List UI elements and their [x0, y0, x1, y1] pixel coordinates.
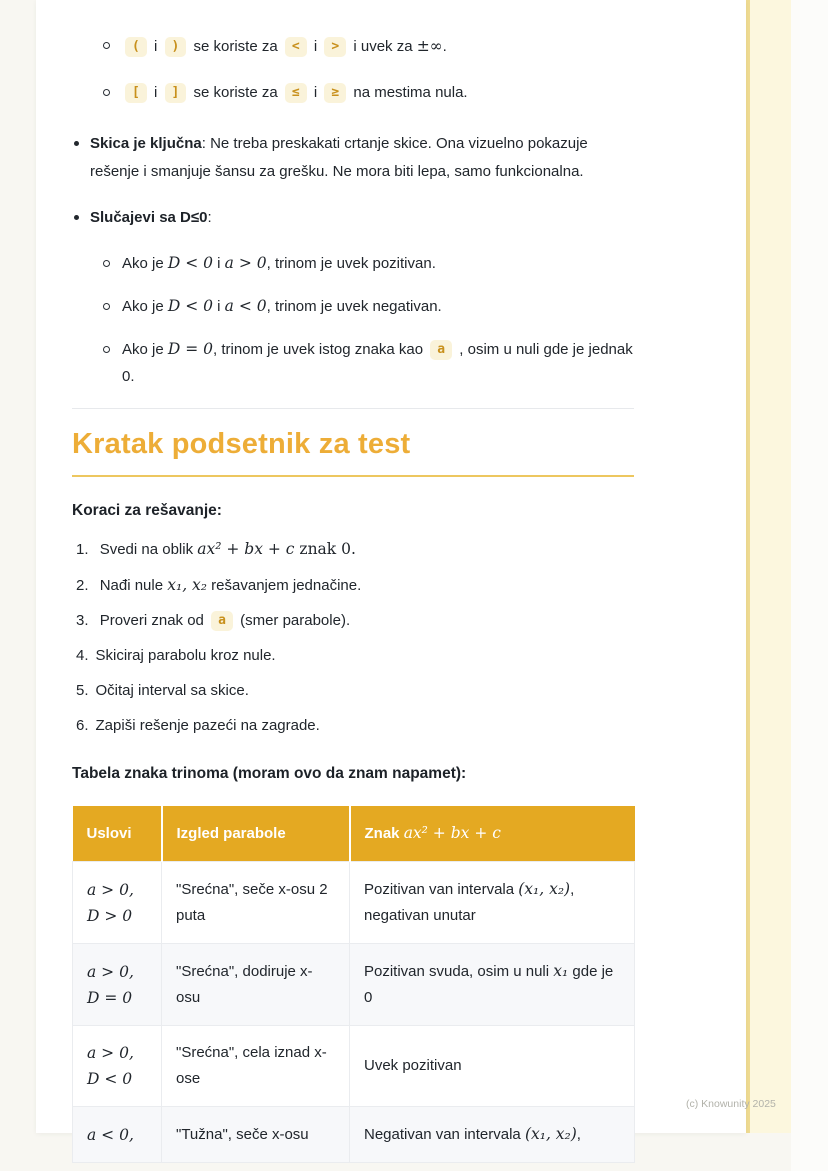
text: Ako je: [122, 298, 168, 315]
list-item: [122, 250, 634, 277]
list-item: [122, 33, 634, 60]
math-expression: a < 0: [224, 297, 267, 315]
text: se koriste za: [189, 84, 282, 101]
column-header-znak: [350, 806, 635, 862]
text: i: [309, 38, 322, 55]
text: ,: [576, 1126, 581, 1143]
list-item: [76, 644, 634, 668]
bullet-slucajevi: [72, 204, 634, 232]
text: Proveri znak od: [99, 612, 209, 629]
math-expression: x₁: [553, 962, 569, 980]
less-equal-badge: ≤: [285, 83, 307, 103]
text: i: [213, 255, 225, 272]
steps-list: [72, 537, 634, 738]
text: Očitaj interval sa skice.: [95, 682, 249, 699]
close-paren-badge: ): [165, 37, 187, 57]
section-divider: [72, 408, 634, 409]
page-edge-strip: [746, 0, 791, 1133]
bracket-notes-list: [72, 33, 634, 106]
table-header-row: [73, 806, 635, 862]
text: (smer parabole).: [235, 612, 351, 629]
math-expression: x₁, x₂: [167, 576, 207, 594]
text: , trinom je uvek istog znaka kao: [213, 341, 428, 358]
coefficient-a-badge: a: [430, 340, 452, 360]
column-header-izgled: Izgled parabole: [162, 806, 350, 862]
open-bracket-badge: [: [125, 83, 147, 103]
math-expression: D < 0: [167, 254, 213, 272]
cell-sign: [350, 944, 635, 1026]
close-bracket-badge: ]: [165, 83, 187, 103]
sign-table: [72, 806, 635, 1163]
math-text: znak 0.: [294, 540, 356, 558]
math-expression: (x₁, x₂): [518, 880, 571, 898]
cell-shape: "Tužna", seče x-osu: [162, 1107, 350, 1163]
text: Zapiši rešenje pazeći na zagrade.: [95, 717, 320, 734]
text: Znak: [364, 825, 404, 842]
bold-text: Skica je ključna: [90, 135, 202, 152]
table-row: [73, 862, 635, 944]
list-item: [76, 537, 634, 562]
list-item: [122, 293, 634, 320]
column-header-uslovi: Uslovi: [73, 806, 162, 862]
math-expression: a < 0,: [87, 1125, 134, 1144]
text: , trinom je uvek pozitivan.: [266, 255, 436, 272]
text: i uvek za: [349, 38, 417, 55]
table-row: [73, 1107, 635, 1163]
list-item: [76, 714, 634, 738]
list-item: [122, 80, 634, 106]
math-expression: a > 0,: [87, 880, 134, 899]
cell-shape: "Srećna", dodiruje x-osu: [162, 944, 350, 1026]
list-item: [76, 679, 634, 703]
document-content: [36, 0, 634, 1163]
math-expression: D < 0: [87, 1070, 133, 1088]
document-page: [36, 0, 746, 1144]
text: , negativan unutar: [364, 881, 575, 924]
table-row: [73, 944, 635, 1026]
cell-sign: [350, 1107, 635, 1163]
coefficient-a-badge: a: [211, 611, 233, 631]
text: Pozitivan van intervala: [364, 881, 519, 898]
cell-conditions: [73, 944, 162, 1026]
less-than-badge: <: [285, 37, 307, 57]
math-expression: a > 0,: [87, 1044, 134, 1062]
case-list: [72, 250, 634, 390]
math-expression: (x₁, x₂): [524, 1125, 577, 1143]
text: se koriste za: [189, 38, 282, 55]
math-expression: D > 0: [87, 906, 133, 925]
bold-text: Slučajevi sa D≤0: [90, 209, 208, 226]
open-paren-badge: (: [125, 37, 147, 57]
list-item: [76, 609, 634, 633]
text: i: [149, 38, 162, 55]
text: Ako je: [122, 255, 168, 272]
text: Uvek pozitivan: [364, 1057, 462, 1074]
right-gutter: [791, 0, 828, 1171]
text: : Ne treba preskakati crtanje skice. Ona vizuelno pokazuje rešenje i smanjuje šansu za grešku. Ne mora biti lepa, samo funkcionalna.: [90, 135, 588, 180]
greater-equal-badge: ≥: [324, 83, 346, 103]
table-row: [73, 1026, 635, 1107]
cell-conditions: [73, 1026, 162, 1107]
math-expression: a > 0,: [87, 962, 134, 981]
text: Pozitivan svuda, osim u nuli: [364, 963, 554, 980]
cell-conditions: [73, 862, 162, 944]
cell-sign: [350, 862, 635, 944]
text: Nađi nule: [99, 577, 168, 594]
math-expression: D = 0: [167, 340, 213, 358]
page-title: Kratak podsetnik za test: [72, 425, 634, 477]
math-pm-infinity: ±∞: [416, 37, 443, 55]
text: i: [213, 298, 225, 315]
math-expression: a > 0: [224, 254, 267, 272]
text: :: [207, 209, 212, 226]
text: Negativan van intervala: [364, 1126, 525, 1143]
text: , trinom je uvek negativan.: [266, 298, 442, 315]
list-item: [76, 573, 634, 598]
text: Svedi na oblik: [99, 541, 198, 558]
steps-heading: Koraci za rešavanje:: [72, 502, 222, 519]
greater-than-badge: >: [324, 37, 346, 57]
table-heading: Tabela znaka trinoma (moram ovo da znam napamet):: [72, 765, 467, 782]
text: .: [442, 38, 447, 55]
math-expression: D = 0: [87, 988, 133, 1007]
text: rešavanjem jednačine.: [207, 577, 362, 594]
math-expression: ax² + bx + c: [197, 540, 295, 558]
cell-conditions: [73, 1107, 162, 1163]
text: Skiciraj parabolu kroz nule.: [95, 647, 276, 664]
bullet-skica: [72, 130, 634, 186]
cell-sign: [350, 1026, 635, 1107]
cell-shape: "Srećna", seče x-osu 2 puta: [162, 862, 350, 944]
text: , osim u nuli gde je jednak 0.: [122, 341, 633, 385]
list-item: [122, 336, 634, 390]
text: Ako je: [122, 341, 168, 358]
text: i: [149, 84, 162, 101]
text: gde je 0: [364, 963, 614, 1006]
cell-shape: "Srećna", cela iznad x-ose: [162, 1026, 350, 1107]
text: i: [309, 84, 322, 101]
math-expression: ax² + bx + c: [403, 824, 501, 842]
math-expression: D < 0: [167, 297, 213, 315]
text: na mestima nula.: [349, 84, 468, 101]
knowunity-watermark: (c) Knowunity 2025: [686, 1098, 776, 1110]
